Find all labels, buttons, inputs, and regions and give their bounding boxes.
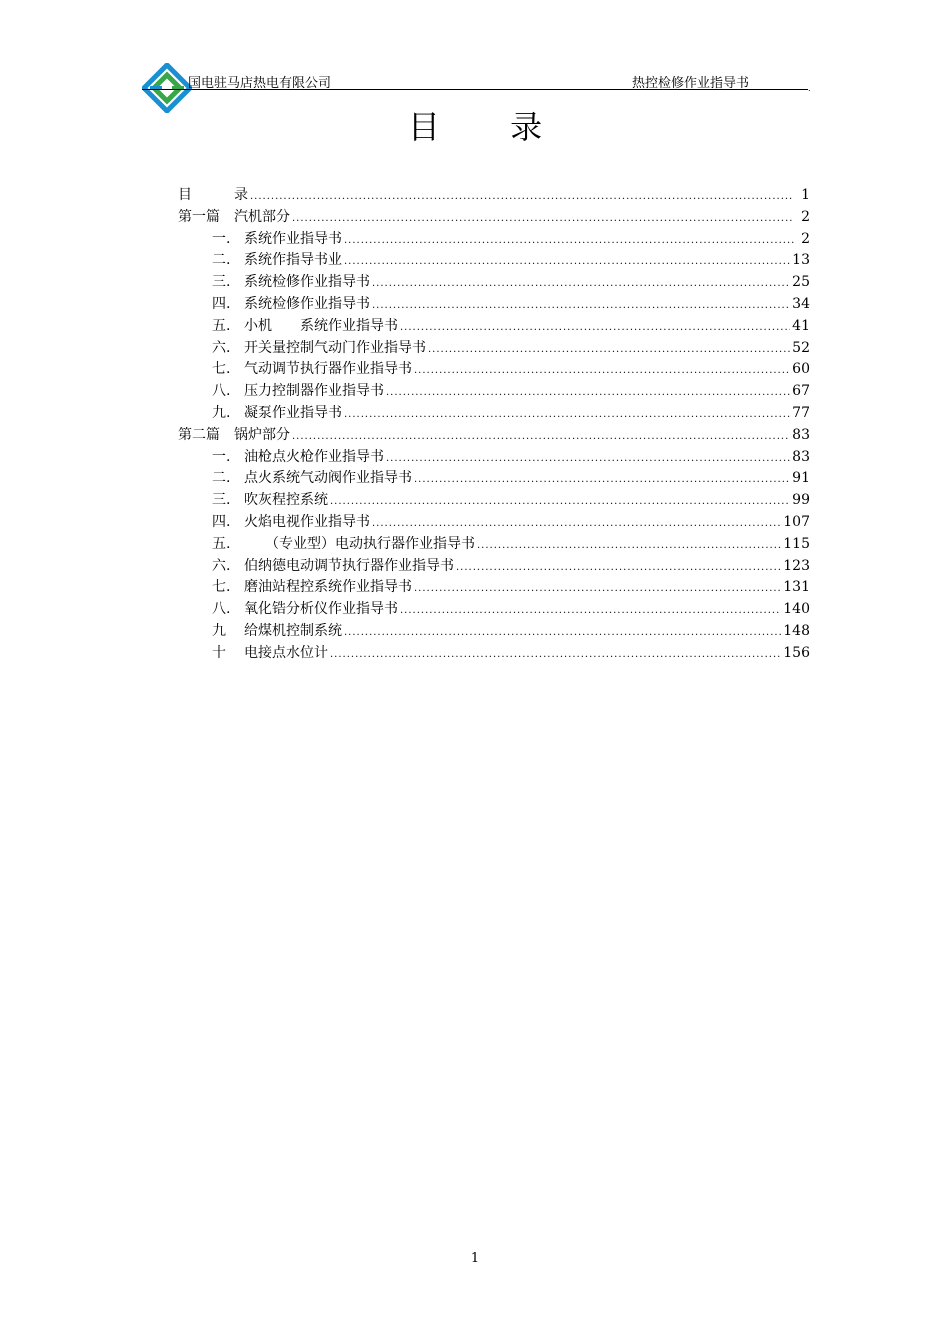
toc-entry[interactable] [178,643,810,665]
toc-entry[interactable] [178,468,810,490]
toc-dot-leader [414,360,790,382]
toc-entry-number: 三. [212,274,231,291]
toc-entry-title: 压力控制器作业指导书 [244,383,384,400]
page-title: 目 录 [407,108,573,146]
toc-entry-title: 氧化锆分析仪作业指导书 [244,601,398,618]
toc-entry-title: 凝泵作业指导书 [244,404,342,421]
toc-entry-number: 九. [212,404,231,421]
toc-entry-page: 13 [792,252,810,269]
toc-entry-number: 三. [212,492,231,509]
header-divider [142,89,808,90]
toc-dot-leader [344,622,781,644]
toc-entry-number: 第一篇 [178,208,220,225]
toc-entry-page: 99 [792,492,810,509]
toc-entry[interactable] [178,294,810,316]
toc-entry-title: 系统作业指导书 [244,230,342,247]
toc-dot-leader [400,317,790,339]
toc-dot-leader [386,382,790,404]
toc-entry-page: 131 [783,579,810,596]
toc-entry-number: 二. [212,470,231,487]
toc-entry-number: 五. [212,535,231,552]
toc-entry-page: 41 [792,317,810,334]
toc-entry[interactable] [178,316,810,338]
toc-entry[interactable] [178,512,810,534]
toc-entry-page: 140 [783,601,810,618]
toc-entry-title: 系统检修作业指导书 [244,274,370,291]
toc-entry-page: 148 [783,622,810,639]
toc-entry-number: 目 [178,187,192,203]
toc-entry-page: 34 [792,295,810,312]
toc-entry-number: 五. [212,317,231,334]
toc-entry-title: 火焰电视作业指导书 [244,513,370,530]
header-company-name: 国电驻马店热电有限公司 [188,76,332,91]
toc-entry-page: 107 [783,513,810,530]
toc-entry[interactable] [178,250,810,272]
toc-entry-number: 一. [212,448,231,465]
toc-entry-page: 77 [792,404,810,421]
toc-entry-title: 汽机部分 [234,208,290,225]
toc-entry[interactable] [178,534,810,556]
toc-entry-title: 录 [234,187,248,203]
toc-entry-title: 伯纳德电动调节执行器作业指导书 [244,557,454,574]
toc-entry-title: 吹灰程控系统 [244,492,328,509]
toc-dot-leader [372,295,790,317]
toc-entry-title: 电接点水位计 [244,644,328,661]
toc-entry-page: 25 [792,274,810,291]
toc-dot-leader [477,535,781,557]
toc-dot-leader [414,469,790,491]
toc-dot-leader [292,426,790,448]
toc-entry-number: 六. [212,557,231,574]
toc-dot-leader [330,491,790,513]
toc-entry[interactable] [178,207,810,229]
toc-dot-leader [414,578,781,600]
toc-entry[interactable] [178,447,810,469]
toc-entry-number: 二. [212,252,231,269]
toc-entry-title: 开关量控制气动门作业指导书 [244,339,426,356]
toc-entry-number: 第二篇 [178,426,220,443]
table-of-contents [178,185,810,665]
toc-entry-number: 一. [212,230,231,247]
toc-entry[interactable] [178,556,810,578]
toc-entry[interactable] [178,185,810,207]
toc-entry-title: 磨油站程控系统作业指导书 [244,579,412,596]
toc-entry-title: 油枪点火枪作业指导书 [244,448,384,465]
toc-dot-leader [344,230,794,252]
toc-entry-number: 九 [212,622,226,639]
toc-entry-title: 点火系统气动阀作业指导书 [244,470,412,487]
toc-entry[interactable] [178,403,810,425]
toc-entry-number: 四. [212,513,231,530]
toc-entry-title: 小机 系统作业指导书 [244,317,398,334]
header-document-name: 热控检修作业指导书 [632,76,750,91]
toc-entry[interactable] [178,621,810,643]
toc-dot-leader [292,208,794,230]
toc-entry-page: 156 [783,644,810,661]
toc-entry-page: 2 [801,208,810,225]
toc-entry-page: 115 [783,535,810,552]
footer-page-number: 1 [470,1251,480,1266]
toc-entry[interactable] [178,338,810,360]
toc-entry[interactable] [178,577,810,599]
toc-entry[interactable] [178,381,810,403]
toc-entry-title: 系统检修作业指导书 [244,295,370,312]
toc-dot-leader [372,273,790,295]
toc-entry-number: 八. [212,601,231,618]
toc-dot-leader [400,600,781,622]
toc-entry-number: 六. [212,339,231,356]
toc-entry-title: （专业型）电动执行器作业指导书 [244,535,475,552]
toc-entry-number: 七. [212,361,231,378]
toc-entry-number: 四. [212,295,231,312]
toc-entry-title: 给煤机控制系统 [244,622,342,639]
toc-entry-page: 2 [801,230,810,247]
header-end-mark: . [808,84,811,93]
toc-dot-leader [330,644,781,666]
toc-entry-title: 气动调节执行器作业指导书 [244,361,412,378]
toc-entry-page: 1 [801,187,810,203]
toc-entry[interactable] [178,359,810,381]
toc-entry[interactable] [178,425,810,447]
toc-entry-page: 52 [792,339,810,356]
toc-entry-page: 91 [792,470,810,487]
toc-entry-title: 锅炉部分 [234,426,290,443]
toc-entry-page: 123 [783,557,810,574]
toc-entry-page: 67 [792,383,810,400]
toc-entry[interactable] [178,272,810,294]
toc-entry-title: 系统作指导书业 [244,252,342,269]
toc-dot-leader [386,448,790,470]
toc-entry-page: 83 [792,426,810,443]
toc-dot-leader [428,339,790,361]
toc-entry-number: 十 [212,644,226,661]
toc-dot-leader [344,251,790,273]
toc-entry-page: 60 [792,361,810,378]
toc-dot-leader [250,186,794,208]
toc-entry[interactable] [178,599,810,621]
toc-dot-leader [344,404,790,426]
toc-entry[interactable] [178,490,810,512]
toc-dot-leader [456,557,781,579]
toc-entry-page: 83 [792,448,810,465]
toc-dot-leader [372,513,781,535]
toc-entry-number: 八. [212,383,231,400]
toc-entry[interactable] [178,229,810,251]
toc-entry-number: 七. [212,579,231,596]
